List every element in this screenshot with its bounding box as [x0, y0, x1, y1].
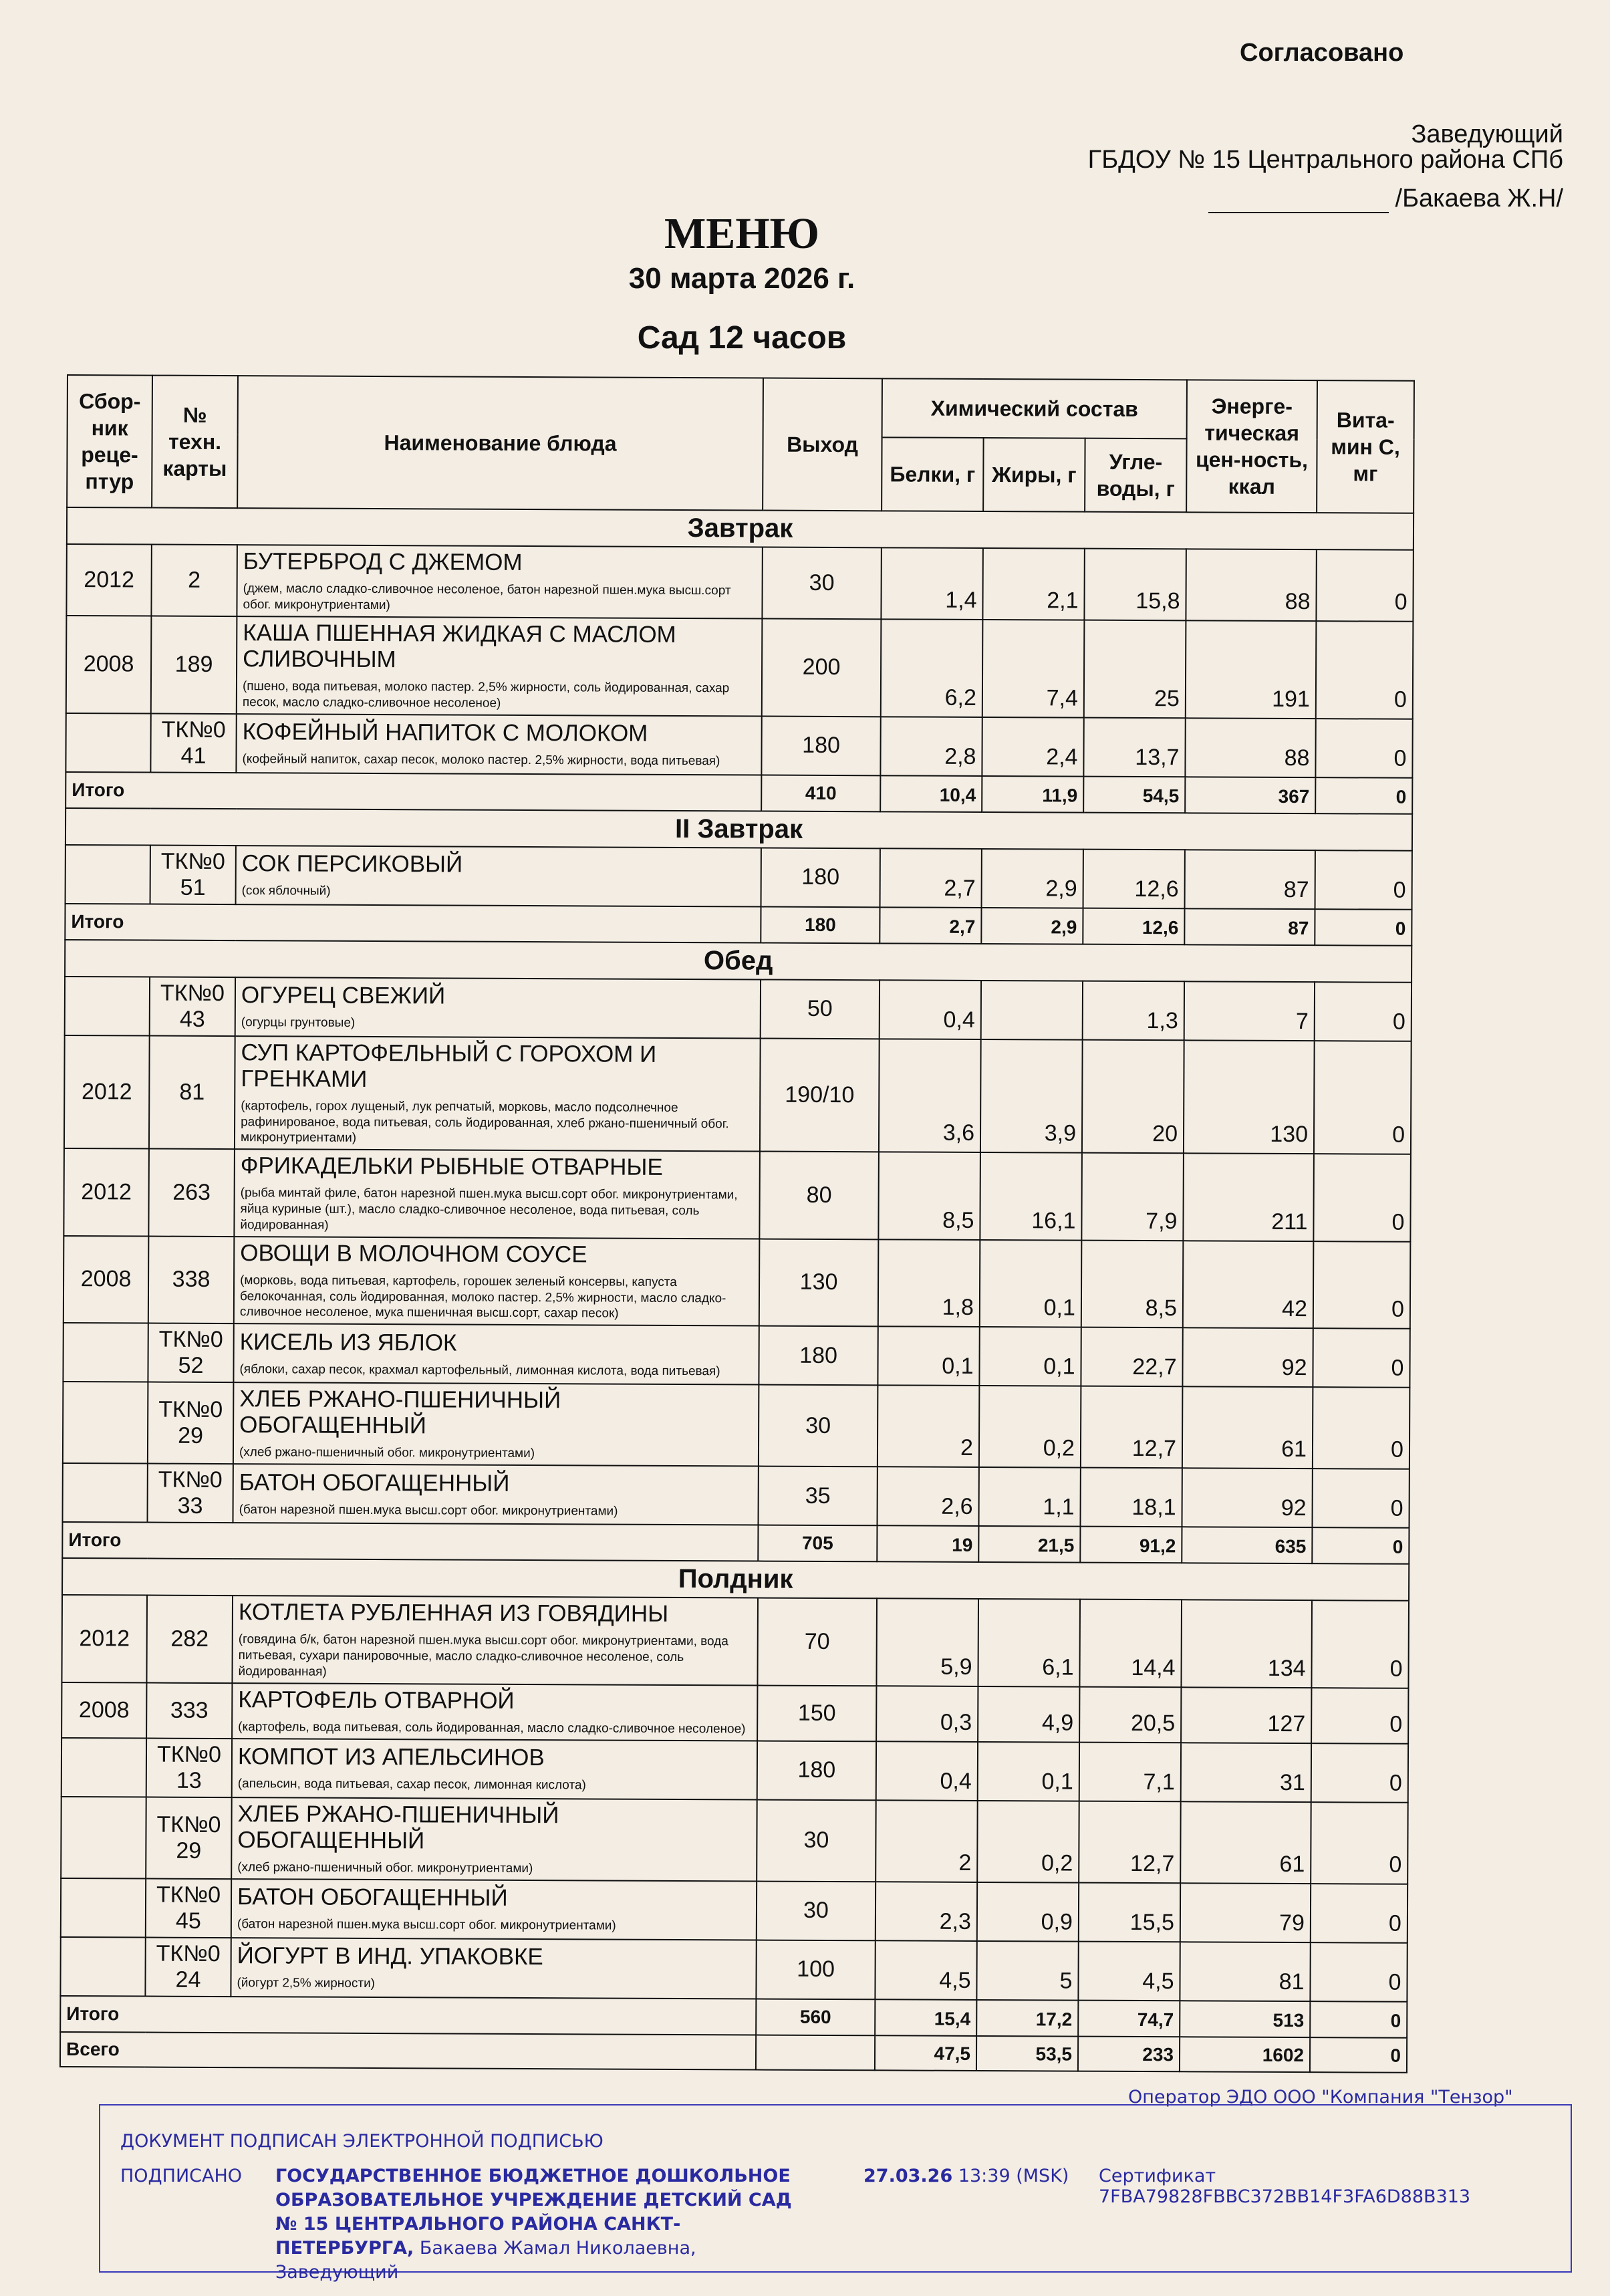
cell-card: ТК№0 51: [150, 845, 236, 904]
cell-carb: 25: [1084, 620, 1186, 718]
cell-output: 100: [756, 1940, 875, 1999]
total-row: [65, 772, 1412, 814]
cell-energy: 127: [1181, 1687, 1311, 1743]
grand-total-fat: 53,5: [976, 2036, 1078, 2071]
cell-collection: [61, 1878, 146, 1938]
grand-total-vitamin: 0: [1310, 2037, 1407, 2073]
cell-collection: [65, 977, 150, 1036]
cell-dish: [236, 846, 761, 906]
table-row: [61, 1682, 1408, 1744]
table-row: [65, 845, 1412, 910]
cell-carb: 7,9: [1081, 1153, 1184, 1241]
cell-protein: 0,4: [880, 980, 981, 1039]
cell-protein: 1,4: [881, 547, 982, 619]
cell-output: 180: [761, 848, 880, 907]
cell-vitamin: 0: [1313, 1328, 1410, 1388]
stamp-heading: ДОКУМЕНТ ПОДПИСАН ЭЛЕКТРОННОЙ ПОДПИСЬЮ: [120, 2131, 603, 2152]
dish-name: КОФЕЙНЫЙ НАПИТОК С МОЛОКОМ: [242, 719, 648, 747]
menu-body: [60, 507, 1414, 2072]
cell-carb: 20: [1082, 1039, 1184, 1153]
cell-carb: 12,7: [1079, 1801, 1181, 1883]
total-fat: 17,2: [976, 2000, 1078, 2037]
cell-vitamin: 0: [1315, 982, 1412, 1041]
table-row: [61, 1595, 1409, 1688]
cell-protein: 5,9: [876, 1598, 978, 1686]
cell-dish: [237, 545, 762, 618]
table-row: [61, 1738, 1408, 1803]
cell-fat: [981, 981, 1083, 1040]
approval-institution: ГБДОУ № 15 Центрального района СПб: [1087, 146, 1563, 174]
dish-ingredients: (рыба минтай филе, батон нарезной пшен.мука высш.сорт обог. микронутриентами, яйца куриные (шт.), масло сладко-сливочное несоленое, вода питьевая, соль йодированная): [240, 1186, 738, 1233]
cell-output: 80: [759, 1152, 879, 1239]
grand-total-output: [756, 2035, 875, 2070]
total-row: [62, 1522, 1409, 1564]
table-row: [63, 1148, 1411, 1241]
cell-carb: 22,7: [1081, 1327, 1182, 1387]
cell-dish: [232, 1739, 757, 1799]
approval-position: Заведующий: [1411, 120, 1563, 148]
total-fat: 11,9: [982, 776, 1083, 813]
dish-name: СОК ПЕРСИКОВЫЙ: [241, 850, 463, 878]
cell-dish: [232, 1596, 758, 1685]
cell-fat: 0,1: [979, 1327, 1081, 1386]
total-carb: 12,6: [1083, 908, 1184, 944]
total-energy: 87: [1184, 908, 1315, 945]
cell-collection: [65, 713, 150, 773]
dish-name: БУТЕРБРОД С ДЖЕМОМ: [243, 548, 523, 576]
cell-vitamin: 0: [1315, 719, 1412, 778]
section-row: [65, 808, 1412, 851]
cell-protein: 1,8: [878, 1239, 980, 1327]
section-row: [67, 507, 1414, 550]
col-carb: Угле-воды, г: [1085, 438, 1186, 513]
cell-protein: 3,6: [879, 1039, 981, 1152]
cell-protein: 0,4: [876, 1741, 978, 1801]
cell-card: ТК№0 52: [148, 1323, 233, 1383]
cell-energy: 134: [1181, 1600, 1312, 1687]
cell-output: 180: [761, 716, 880, 775]
cell-fat: 7,4: [982, 620, 1085, 718]
total-label: Итого: [65, 904, 761, 943]
dish-ingredients: (кофейный напиток, сахар песок, молоко пастер. 2,5% жирности, вода питьевая): [242, 752, 720, 769]
grand-total-label: Всего: [60, 2032, 756, 2070]
total-row: [65, 904, 1412, 946]
cell-protein: 2: [878, 1385, 980, 1467]
total-energy: 635: [1182, 1527, 1312, 1563]
cell-vitamin: 0: [1311, 1884, 1407, 1943]
dish-name: ОВОЩИ В МОЛОЧНОМ СОУСЕ: [240, 1239, 587, 1268]
cell-energy: 7: [1184, 981, 1315, 1041]
cell-output: 70: [757, 1598, 877, 1686]
dish-name: ЙОГУРТ В ИНД. УПАКОВКЕ: [237, 1942, 543, 1970]
dish-ingredients: (йогурт 2,5% жирности): [237, 1976, 376, 1991]
table-row: [64, 1035, 1412, 1154]
signature-name: /Бакаева Ж.Н/: [1395, 184, 1563, 213]
cell-vitamin: 0: [1311, 1802, 1408, 1884]
cell-card: 282: [146, 1596, 233, 1683]
cell-protein: 8,5: [878, 1152, 980, 1239]
col-vitamin: Вита-мин С, мг: [1317, 380, 1414, 513]
stamp-signed-label: ПОДПИСАНО: [120, 2166, 243, 2186]
total-output: 560: [756, 1999, 875, 2035]
cell-card: ТК№0 45: [146, 1878, 231, 1938]
cell-energy: 92: [1182, 1468, 1312, 1527]
total-label: Итого: [65, 772, 761, 811]
cell-fat: 0,2: [979, 1386, 1081, 1468]
total-output: 410: [761, 775, 880, 811]
cell-collection: [60, 1937, 145, 1997]
dish-ingredients: (джем, масло сладко-сливочное несоленое, батон нарезной пшен.мука высш.сорт обог. микронутриентами): [243, 582, 731, 613]
col-output: Выход: [763, 378, 882, 511]
cell-collection: [65, 845, 150, 904]
cell-vitamin: 0: [1314, 1041, 1412, 1154]
menu-subtitle: Сад 12 часов: [637, 320, 847, 356]
cell-vitamin: 0: [1310, 1942, 1407, 2002]
total-energy: 367: [1185, 777, 1315, 813]
dish-ingredients: (огурцы грунтовые): [241, 1015, 356, 1031]
total-fat: 2,9: [981, 908, 1083, 944]
cell-carb: 15,5: [1079, 1882, 1180, 1942]
total-vitamin: 0: [1315, 777, 1412, 814]
cell-protein: 2,3: [876, 1882, 977, 1941]
cell-card: 333: [146, 1682, 232, 1738]
dish-name: КАРТОФЕЛЬ ОТВАРНОЙ: [238, 1686, 515, 1714]
cell-energy: 130: [1184, 1040, 1315, 1154]
table-row: [61, 1878, 1407, 1943]
table-row: [66, 616, 1414, 719]
cell-energy: 61: [1182, 1386, 1313, 1469]
cell-collection: 2012: [61, 1595, 147, 1682]
total-row: [60, 1996, 1407, 2038]
cell-card: ТК№0 24: [145, 1937, 231, 1997]
cell-energy: 61: [1180, 1801, 1311, 1884]
cell-dish: [233, 1464, 759, 1525]
cell-carb: 4,5: [1078, 1941, 1180, 2001]
cell-energy: 87: [1185, 850, 1315, 909]
total-carb: 74,7: [1078, 2000, 1180, 2037]
cell-output: 30: [762, 547, 881, 619]
cell-collection: 2008: [61, 1682, 146, 1738]
cell-protein: 4,5: [875, 1940, 976, 2000]
cell-carb: 13,7: [1083, 717, 1185, 777]
total-label: Итого: [62, 1522, 758, 1561]
cell-collection: [61, 1797, 146, 1879]
cell-dish: [231, 1797, 757, 1882]
cell-fat: 16,1: [980, 1152, 1082, 1240]
table-row: [65, 713, 1412, 778]
total-label: Итого: [60, 1996, 756, 2035]
cell-card: 81: [149, 1035, 235, 1149]
cell-card: 338: [148, 1236, 235, 1323]
table-row: [60, 1937, 1407, 2002]
cell-collection: 2012: [66, 544, 151, 616]
cell-fat: 2,9: [982, 849, 1083, 908]
cell-output: 50: [761, 979, 880, 1039]
grand-total-protein: 47,5: [875, 2035, 976, 2071]
grand-total-row: [60, 2032, 1407, 2073]
cell-protein: 2: [876, 1800, 978, 1882]
dish-ingredients: (апельсин, вода питьевая, сахар песок, лимонная кислота): [237, 1777, 586, 1793]
cell-collection: [61, 1738, 146, 1797]
cell-protein: 0,1: [878, 1326, 979, 1386]
col-chem: Химический состав: [882, 378, 1187, 438]
cell-card: ТК№0 13: [146, 1738, 232, 1797]
cell-fat: 2,4: [982, 717, 1083, 777]
cell-fat: 6,1: [978, 1599, 1080, 1686]
approval-label: Согласовано: [1240, 39, 1404, 67]
total-vitamin: 0: [1312, 1527, 1409, 1564]
cell-card: 263: [148, 1149, 235, 1237]
total-protein: 19: [877, 1525, 978, 1562]
dish-ingredients: (картофель, горох лущеный, лук репчатый, морковь, масло подсолнечное рафинированое, вода питьевая, соль йодированная, хлеб ржано-пшеничный обог. микронутриентами): [240, 1099, 729, 1146]
section-title: Полдник: [62, 1558, 1409, 1601]
total-fat: 21,5: [978, 1526, 1080, 1563]
cell-energy: 79: [1180, 1883, 1311, 1942]
cell-collection: [63, 1382, 148, 1464]
total-carb: 54,5: [1083, 776, 1185, 813]
table-row: [65, 977, 1412, 1041]
dish-ingredients: (батон нарезной пшен.мука высш.сорт обог. микронутриентами): [237, 1917, 616, 1934]
cell-output: 200: [762, 618, 882, 717]
cell-collection: 2012: [64, 1035, 150, 1149]
cell-dish: [234, 1237, 760, 1326]
dish-ingredients: (говядина б/к, батон нарезной пшен.мука высш.сорт обог. микронутриентами, вода питьевая, сухари панировочные, масло сладко-сливочное несоленое, соль йодированная): [238, 1632, 728, 1679]
cell-protein: 2,6: [877, 1466, 978, 1526]
cell-dish: [234, 1149, 760, 1239]
cell-energy: 211: [1183, 1153, 1314, 1241]
cell-output: 180: [759, 1326, 878, 1386]
grand-total-carb: 233: [1078, 2036, 1180, 2071]
dish-name: ОГУРЕЦ СВЕЖИЙ: [241, 982, 446, 1009]
dish-ingredients: (сок яблочный): [241, 884, 331, 899]
cell-fat: 1,1: [978, 1467, 1080, 1527]
table-row: [63, 1323, 1410, 1388]
dish-name: ФРИКАДЕЛЬКИ РЫБНЫЕ ОТВАРНЫЕ: [240, 1152, 663, 1181]
total-carb: 91,2: [1080, 1527, 1182, 1563]
stamp-certificate: Сертификат 7FBA79828FBBC372BB14F3FA6D88B313: [1099, 2166, 1471, 2207]
section-title: Обед: [65, 940, 1412, 983]
total-vitamin: 0: [1310, 2001, 1407, 2038]
table-row: [63, 1463, 1410, 1528]
table-row: [61, 1797, 1408, 1884]
dish-name: ХЛЕБ РЖАНО-ПШЕНИЧНЫЙ ОБОГАЩЕННЫЙ: [239, 1386, 561, 1439]
table-row: [63, 1236, 1411, 1329]
cell-card: 2: [151, 545, 237, 616]
cell-dish: [232, 1683, 757, 1741]
cell-carb: 12,6: [1083, 849, 1185, 908]
cell-protein: 2,7: [880, 848, 982, 908]
menu-table: [59, 374, 1415, 2073]
cell-card: ТК№0 29: [148, 1382, 234, 1464]
cell-output: 30: [757, 1881, 876, 1940]
section-title: II Завтрак: [65, 808, 1412, 851]
cell-carb: 18,1: [1080, 1468, 1182, 1527]
cell-energy: 92: [1182, 1327, 1313, 1387]
dish-name: КОТЛЕТА РУБЛЕННАЯ ИЗ ГОВЯДИНЫ: [238, 1599, 669, 1628]
menu-date: 30 марта 2026 г.: [628, 262, 855, 295]
cell-carb: 14,4: [1079, 1600, 1182, 1687]
cell-output: 30: [757, 1799, 876, 1882]
cell-card: ТК№0 29: [146, 1797, 232, 1879]
cell-carb: 12,7: [1081, 1386, 1183, 1469]
cell-collection: 2008: [66, 616, 152, 713]
cell-energy: 42: [1183, 1241, 1314, 1328]
cell-card: 189: [151, 616, 237, 713]
cell-fat: 2,1: [982, 548, 1084, 620]
cell-dish: [235, 977, 761, 1038]
cell-fat: 0,9: [977, 1882, 1079, 1942]
dish-name: КОМПОТ ИЗ АПЕЛЬСИНОВ: [237, 1743, 545, 1771]
stamp-datetime: [863, 2166, 1069, 2186]
section-row: [62, 1558, 1409, 1601]
dish-name: ХЛЕБ РЖАНО-ПШЕНИЧНЫЙ ОБОГАЩЕННЫЙ: [237, 1800, 559, 1854]
dish-name: КАША ПШЕННАЯ ЖИДКАЯ С МАСЛОМ СЛИВОЧНЫМ: [243, 619, 676, 673]
cell-dish: [231, 1879, 757, 1940]
cell-output: 35: [758, 1466, 877, 1526]
col-fat: Жиры, г: [983, 438, 1085, 512]
cell-fat: 0,1: [978, 1742, 1079, 1801]
cell-vitamin: 0: [1313, 1154, 1411, 1241]
cell-output: 190/10: [760, 1038, 880, 1152]
cell-dish: [233, 1382, 759, 1466]
total-protein: 2,7: [880, 907, 981, 944]
cell-carb: 7,1: [1079, 1742, 1181, 1801]
dish-ingredients: (картофель, вода питьевая, соль йодированная, масло сладко-сливочное несоленое): [238, 1719, 746, 1737]
e-signature-stamp: [99, 2104, 1572, 2283]
total-protein: 10,4: [880, 775, 982, 812]
stamp-date: 27.03.26: [863, 2166, 953, 2186]
stamp-person: Бакаева Жамал Николаевна, Заведующий: [275, 2237, 696, 2283]
cell-output: 130: [759, 1239, 879, 1326]
dish-ingredients: (яблоки, сахар песок, крахмал картофельный, лимонная кислота, вода питьевая): [239, 1362, 720, 1379]
stamp-operator: Оператор ЭДО ООО "Компания "Тензор": [1123, 2087, 1518, 2108]
col-collection: Сбор-ник реце-птур: [67, 375, 152, 508]
table-row: [66, 544, 1413, 621]
cell-output: 180: [757, 1741, 876, 1800]
stamp-time: 13:39 (MSK): [958, 2166, 1069, 2186]
col-card: № техн. карты: [152, 376, 238, 509]
stamp-signer: [275, 2164, 810, 2285]
col-energy: Энерге-тическая цен-ность, ккал: [1186, 380, 1317, 513]
dish-ingredients: (пшено, вода питьевая, молоко пастер. 2,5% жирности, соль йодированная, сахар песок, масло сладко-сливочное несоленое): [242, 679, 730, 711]
cell-card: ТК№0 41: [150, 713, 236, 773]
dish-name: КИСЕЛЬ ИЗ ЯБЛОК: [239, 1328, 457, 1356]
cell-carb: 20,5: [1079, 1686, 1181, 1743]
cell-fat: 4,9: [978, 1686, 1079, 1743]
cell-dish: [236, 714, 761, 775]
cell-carb: 8,5: [1081, 1240, 1184, 1327]
cell-vitamin: 0: [1316, 549, 1413, 621]
cell-card: ТК№0 43: [150, 977, 235, 1036]
cell-collection: [63, 1463, 148, 1523]
total-output: 705: [758, 1525, 877, 1562]
dish-ingredients: (хлеб ржано-пшеничный обог. микронутриентами): [237, 1860, 533, 1876]
col-protein: Белки, г: [882, 437, 983, 511]
cell-fat: 0,1: [980, 1240, 1082, 1327]
cell-fat: 3,9: [980, 1039, 1083, 1153]
stamp-org: ГОСУДАРСТВЕННОЕ БЮДЖЕТНОЕ ДОШКОЛЬНОЕ ОБРАЗОВАТЕЛЬНОЕ УЧРЕЖДЕНИЕ ДЕТСКИЙ САД № 15 ЦЕНТРАЛЬНОГО РАЙОНА САНКТ-ПЕТЕРБУРГА,: [275, 2166, 792, 2259]
cell-vitamin: 0: [1311, 1688, 1408, 1744]
dish-ingredients: (морковь, вода питьевая, картофель, горошек зеленый консервы, капуста белокочанная, соль йодированная, молоко пастер. 2,5% жирности, масло сладко-сливочное несоленое, мука пшеничная высш.сорт, сахар песок): [239, 1273, 726, 1321]
cell-card: ТК№0 33: [148, 1464, 233, 1523]
cell-vitamin: 0: [1313, 1241, 1411, 1329]
dish-name: СУП КАРТОФЕЛЬНЫЙ С ГОРОХОМ И ГРЕНКАМИ: [241, 1039, 657, 1092]
cell-energy: 88: [1185, 718, 1315, 777]
cell-dish: [235, 1036, 761, 1152]
cell-vitamin: 0: [1311, 1743, 1408, 1803]
cell-vitamin: 0: [1312, 1469, 1409, 1528]
cell-vitamin: 0: [1316, 621, 1414, 719]
cell-dish: [237, 616, 763, 716]
cell-energy: 88: [1186, 549, 1316, 621]
cell-output: 150: [757, 1685, 876, 1741]
section-title: Завтрак: [67, 507, 1414, 550]
dish-ingredients: (хлеб ржано-пшеничный обог. микронутриентами): [239, 1445, 535, 1461]
total-output: 180: [761, 906, 880, 943]
total-energy: 513: [1180, 2001, 1310, 2037]
cell-protein: 6,2: [881, 619, 983, 717]
cell-energy: 191: [1186, 620, 1317, 719]
dish-ingredients: (батон нарезной пшен.мука высш.сорт обог. микронутриентами): [239, 1503, 618, 1519]
cell-fat: 5: [976, 1941, 1078, 2001]
cell-vitamin: 0: [1311, 1600, 1409, 1688]
cell-protein: 2,8: [880, 717, 982, 776]
cell-carb: 15,8: [1084, 549, 1186, 620]
cell-protein: 0,3: [876, 1686, 978, 1742]
section-row: [65, 940, 1412, 983]
total-protein: 15,4: [875, 1999, 976, 2036]
cell-vitamin: 0: [1313, 1387, 1410, 1469]
cell-energy: 31: [1181, 1743, 1311, 1802]
cell-dish: [231, 1938, 756, 1999]
total-vitamin: 0: [1315, 909, 1412, 946]
cell-fat: 0,2: [977, 1801, 1079, 1883]
col-dish: Наименование блюда: [237, 376, 763, 510]
cell-collection: 2012: [63, 1148, 149, 1236]
grand-total-energy: 1602: [1180, 2037, 1310, 2072]
page-title: МЕНЮ: [664, 209, 819, 258]
cell-collection: [63, 1323, 148, 1382]
cell-energy: 81: [1180, 1942, 1310, 2001]
dish-name: БАТОН ОБОГАЩЕННЫЙ: [237, 1884, 508, 1912]
cell-vitamin: 0: [1315, 850, 1412, 910]
dish-name: БАТОН ОБОГАЩЕННЫЙ: [239, 1469, 510, 1497]
table-row: [63, 1382, 1410, 1469]
cell-dish: [233, 1323, 759, 1384]
cell-collection: 2008: [63, 1236, 149, 1323]
cell-output: 30: [759, 1385, 878, 1467]
cell-carb: 1,3: [1083, 981, 1184, 1040]
